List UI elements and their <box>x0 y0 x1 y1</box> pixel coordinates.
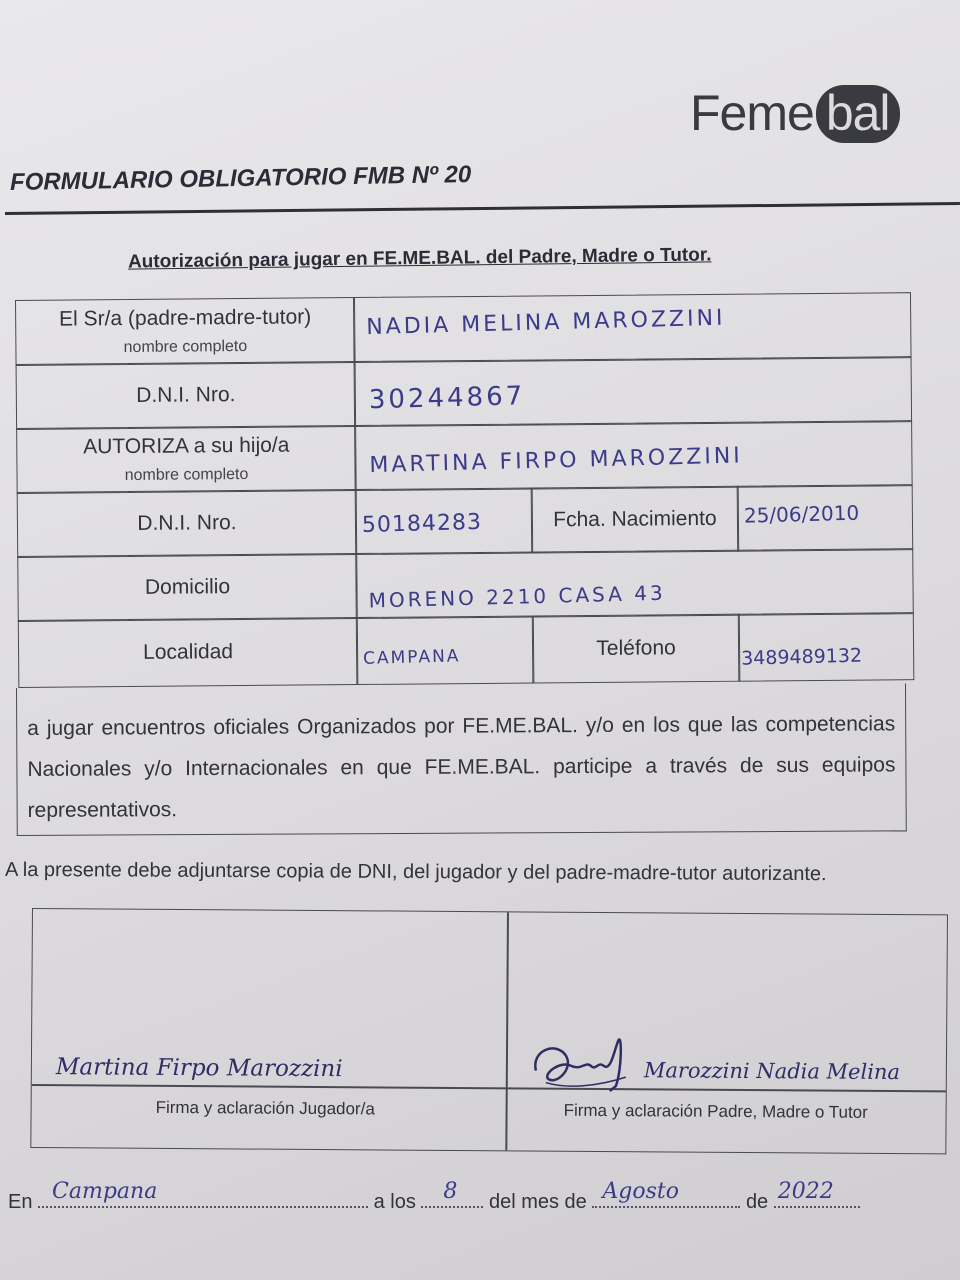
child-dni-cell[interactable] <box>355 487 534 555</box>
parent-dni-cell[interactable] <box>354 356 913 427</box>
birth-date-value: 25/06/2010 <box>743 500 860 528</box>
signature-divider <box>505 912 508 1150</box>
de-label: de <box>745 1191 769 1213</box>
place-field[interactable] <box>38 1179 368 1208</box>
date-place-line <box>8 1179 908 1214</box>
signature-box <box>30 908 948 1154</box>
title-divider <box>5 202 960 215</box>
birth-date-cell[interactable] <box>737 484 914 552</box>
parent-dni-label: D.N.I. Nro. <box>136 383 236 407</box>
parent-sublabel: nombre completo <box>123 337 248 357</box>
day-field[interactable] <box>421 1179 483 1208</box>
child-dni-value: 50184283 <box>361 509 483 539</box>
parent-signature-caption: Firma y aclaración Padre, Madre o Tutor <box>563 1100 868 1122</box>
child-dni-label-cell <box>17 489 358 558</box>
parent-name-value: NADIA MELINA MAROZZINI <box>365 305 726 341</box>
parent-name-cell[interactable] <box>353 292 912 363</box>
year-field[interactable] <box>774 1179 860 1208</box>
address-value: MORENO 2210 CASA 43 <box>368 580 666 613</box>
parent-label-cell <box>15 297 356 366</box>
child-dni-label: D.N.I. Nro. <box>137 511 237 535</box>
birth-label: Fcha. Nacimiento <box>553 506 717 532</box>
form-title: FORMULARIO OBLIGATORIO FMB Nº 20 <box>9 160 472 197</box>
child-name-cell[interactable] <box>354 420 913 491</box>
child-label-cell <box>16 425 357 494</box>
city-cell[interactable] <box>356 615 535 685</box>
phone-label: Teléfono <box>596 636 676 660</box>
parent-label: El Sr/a (padre-madre-tutor) <box>59 305 312 331</box>
form-heading: Autorización para jugar en FE.ME.BAL. del Padre, Madre o Tutor. <box>127 244 712 273</box>
birth-label-cell <box>531 486 740 554</box>
attachment-note: A la presente debe adjuntarse copia de DNI, del jugador y del padre-madre-tutor autorizante. <box>4 858 827 886</box>
year-value: 2022 <box>777 1179 834 1204</box>
en-label: En <box>8 1191 33 1213</box>
parent-signature-name: Marozzini Nadia Melina <box>643 1058 901 1085</box>
parent-dni-value: 30244867 <box>368 381 526 416</box>
child-name-value: MARTINA FIRPO MAROZZINI <box>369 443 744 479</box>
address-label-cell <box>17 553 358 622</box>
parent-signature-scribble <box>526 1030 636 1101</box>
signature-line <box>32 1084 946 1092</box>
child-sublabel: nombre completo <box>124 465 249 485</box>
femebal-logo: Feme bal <box>690 84 900 142</box>
phone-value: 3489489132 <box>740 644 863 670</box>
authorizes-label: AUTORIZA a su hijo/a <box>83 433 290 459</box>
authorization-paragraph: a jugar encuentros oficiales Organizados por FE.ME.BAL. y/o en los que las competencias Nacionales y/o Internacionales en que FE.ME.BAL. participe a través de sus equipos representativos. <box>16 683 907 836</box>
month-field[interactable] <box>592 1179 740 1208</box>
place-value: Campana <box>52 1179 158 1204</box>
phone-cell[interactable] <box>738 612 915 682</box>
del-mes-label: del mes de <box>488 1191 587 1213</box>
city-label: Localidad <box>143 640 234 664</box>
city-value: CAMPANA <box>362 646 461 669</box>
day-value: 8 <box>443 1179 458 1204</box>
a-los-label: a los <box>373 1191 416 1213</box>
phone-label-cell <box>532 614 741 684</box>
player-signature[interactable]: Martina Firpo Marozzini <box>55 1054 343 1083</box>
city-label-cell <box>18 617 359 688</box>
parent-dni-label-cell <box>16 361 357 430</box>
data-table <box>15 292 914 688</box>
address-cell[interactable] <box>355 548 914 619</box>
month-value: Agosto <box>602 1179 679 1204</box>
address-label: Domicilio <box>144 575 231 599</box>
player-signature-caption: Firma y aclaración Jugador/a <box>155 1097 375 1119</box>
